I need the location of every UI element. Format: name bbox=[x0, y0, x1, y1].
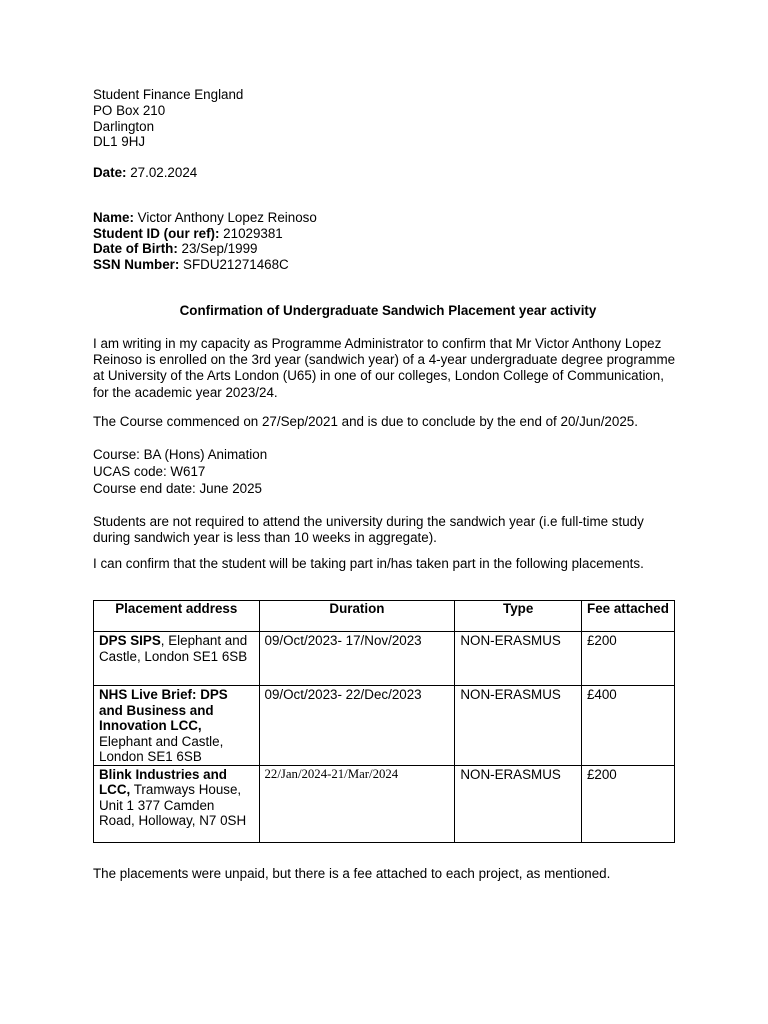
attendance-paragraph: Students are not required to attend the university during the sandwich year (i.e full-time study during sandwich year is less than 10 weeks in aggregate). bbox=[93, 514, 644, 546]
duration-cell: 09/Oct/2023- 17/Nov/2023 bbox=[259, 632, 455, 686]
placement-name: DPS SIPS bbox=[99, 633, 161, 648]
detail-value: 21029381 bbox=[219, 226, 283, 241]
type-cell: NON-ERASMUS bbox=[455, 632, 582, 686]
table-header-row bbox=[94, 601, 675, 632]
detail-dob bbox=[93, 241, 257, 257]
table-row bbox=[94, 686, 675, 766]
detail-label: Name: bbox=[93, 210, 134, 225]
placement-address-cell bbox=[94, 632, 260, 686]
detail-student-id bbox=[93, 226, 283, 242]
detail-label: SSN Number: bbox=[93, 257, 180, 272]
course-name: Course: BA (Hons) Animation bbox=[93, 447, 268, 462]
fee-cell: £200 bbox=[581, 765, 674, 842]
detail-value: SFDU21271468C bbox=[179, 257, 289, 272]
letter-heading: Confirmation of Undergraduate Sandwich Placement year activity bbox=[179, 303, 597, 318]
detail-value: 23/Sep/1999 bbox=[177, 241, 258, 256]
course-dates-paragraph: The Course commenced on 27/Sep/2021 and is due to conclude by the end of 20/Jun/2025. bbox=[93, 414, 638, 429]
sender-line-2: PO Box 210 bbox=[93, 103, 166, 118]
ucas-code: UCAS code: W617 bbox=[93, 464, 206, 479]
duration-cell: 22/Jan/2024-21/Mar/2024 bbox=[259, 765, 455, 842]
placements-table bbox=[93, 600, 675, 843]
header-fee-attached: Fee attached bbox=[581, 601, 674, 632]
course-end-date: Course end date: June 2025 bbox=[93, 481, 262, 496]
placement-address-cell bbox=[94, 686, 260, 766]
table-row bbox=[94, 765, 675, 842]
header-duration: Duration bbox=[259, 601, 455, 632]
confirm-paragraph: I can confirm that the student will be taking part in/has taken part in the following placements. bbox=[93, 556, 644, 571]
date-value: 27.02.2024 bbox=[126, 165, 198, 180]
closing-paragraph: The placements were unpaid, but there is a fee attached to each project, as mentioned. bbox=[93, 866, 611, 881]
sender-line-3: Darlington bbox=[93, 119, 155, 134]
placement-address: Tramways House, Unit 1 377 Camden Road, Holloway, N7 0SH bbox=[99, 782, 247, 828]
detail-label: Student ID (our ref): bbox=[93, 226, 220, 241]
detail-value: Victor Anthony Lopez Reinoso bbox=[133, 210, 317, 225]
placement-address: , Elephant and Castle, London SE1 6SB bbox=[99, 633, 248, 664]
sender-line-4: DL1 9HJ bbox=[93, 134, 146, 149]
table-row bbox=[94, 632, 675, 686]
placement-address-cell bbox=[94, 765, 260, 842]
sender-line-1: Student Finance England bbox=[93, 87, 244, 102]
duration-cell: 09/Oct/2023- 22/Dec/2023 bbox=[259, 686, 455, 766]
type-cell: NON-ERASMUS bbox=[455, 686, 582, 766]
detail-label: Date of Birth: bbox=[93, 241, 178, 256]
placement-address: Elephant and Castle, London SE1 6SB bbox=[99, 733, 224, 764]
detail-name bbox=[93, 210, 317, 226]
fee-cell: £400 bbox=[581, 686, 674, 766]
placement-name: Blink Industries and LCC, bbox=[99, 766, 227, 797]
intro-paragraph: I am writing in my capacity as Programme Administrator to confirm that Mr Victor Anthony Lopez Reinoso is enrolled on the 3rd year (sandwich year) of a 4-year undergraduate degree programme at University of the Arts London (U65) in one of our colleges, London College of Communication, for the academic year 2023/24. bbox=[93, 336, 676, 400]
date-line bbox=[93, 165, 197, 181]
type-cell: NON-ERASMUS bbox=[455, 765, 582, 842]
detail-ssn bbox=[93, 257, 289, 273]
fee-cell: £200 bbox=[581, 632, 674, 686]
header-placement-address: Placement address bbox=[94, 601, 260, 632]
placement-name: NHS Live Brief: DPS and Business and Innovation LCC, bbox=[99, 687, 228, 733]
date-label: Date: bbox=[93, 165, 127, 180]
header-type: Type bbox=[455, 601, 582, 632]
